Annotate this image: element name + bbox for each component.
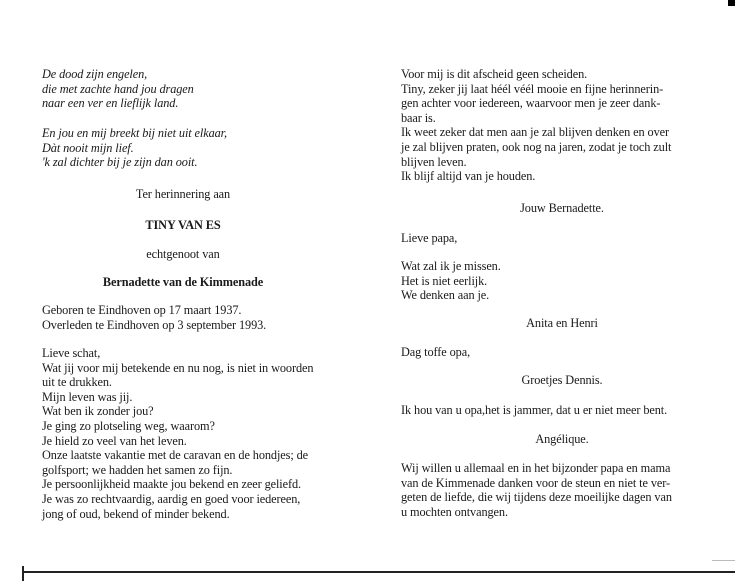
memorial-intro: Ter herinnering aan	[135, 187, 231, 201]
children-message	[401, 259, 501, 303]
letter-line: Je ging zo plotseling weg, waarom?	[42, 418, 215, 433]
scan-border-tick	[22, 566, 24, 581]
life-dates	[42, 303, 266, 332]
paragraph-line: gen achter voor iedereen, waarvoor men je zeer dank-	[401, 96, 661, 111]
poem-stanza-2	[42, 126, 227, 170]
scan-edge-line	[712, 560, 735, 561]
paragraph-line: Voor mij is dit afscheid geen scheiden.	[401, 67, 588, 81]
scan-border-gap	[0, 571, 22, 581]
thanks-line: van de Kimmenade danken voor de steun en niet te ver-	[401, 475, 670, 490]
message-line: Wat zal ik je missen.	[401, 259, 501, 273]
paragraph-line: baar is.	[401, 110, 436, 125]
greeting-papa: Lieve papa,	[401, 231, 458, 245]
death-line: Overleden te Eindhoven op 3 september 1993.	[42, 317, 267, 332]
letter-line: Je hield zo veel van het leven.	[42, 433, 187, 448]
message-line: Het is niet eerlijk.	[401, 273, 488, 288]
thanks-paragraph	[401, 461, 672, 519]
grandchild-message: Ik hou van u opa,het is jammer, dat u er niet meer bent.	[401, 403, 668, 417]
poem-line: Dàt nooit mijn lief.	[42, 140, 134, 155]
poem-line: De dood zijn engelen,	[42, 67, 148, 81]
message-line: We denken aan je.	[401, 288, 490, 303]
letter-line: uit te drukken.	[42, 375, 112, 390]
thanks-line: Wij willen u allemaal en in het bijzonder papa en mama	[401, 461, 671, 475]
letter-to-spouse	[42, 346, 313, 521]
farewell-paragraph	[401, 67, 671, 184]
spouse-name: Bernadette van de Kimmenade	[102, 275, 264, 289]
letter-line: Je was zo rechtvaardig, aardig en goed voor iedereen,	[42, 491, 301, 506]
letter-line: Wat jij voor mij betekende en nu nog, is niet in woorden	[42, 360, 314, 375]
poem-line: En jou en mij breekt bij niet uit elkaar,	[42, 126, 227, 140]
signature-anita-henri: Anita en Henri	[526, 316, 598, 330]
letter-line: golfsport; we hadden het samen zo fijn.	[42, 462, 233, 477]
scan-corner-mark	[728, 0, 735, 6]
thanks-line: geten de liefde, die wij tijdens deze moeilijke dagen van	[401, 490, 672, 505]
signature-bernadette: Jouw Bernadette.	[520, 201, 604, 215]
greeting-opa: Dag toffe opa,	[401, 345, 471, 359]
paragraph-line: Ik blijf altijd van je houden.	[401, 169, 536, 184]
poem-line: die met zachte hand jou dragen	[42, 81, 194, 96]
letter-line: Onze laatste vakantie met de caravan en de hondjes; de	[42, 448, 309, 463]
poem-line: naar een ver en lieflijk land.	[42, 96, 179, 111]
paragraph-line: blijven leven.	[401, 154, 467, 169]
poem-stanza-1	[42, 67, 194, 111]
letter-line: Mijn leven was jij.	[42, 389, 133, 404]
birth-line: Geboren te Eindhoven op 17 maart 1937.	[42, 303, 242, 317]
thanks-line: u mochten ontvangen.	[401, 504, 508, 519]
signature-dennis: Groetjes Dennis.	[521, 373, 603, 387]
letter-line: Je persoonlijkheid maakte jou bekend en zeer geliefd.	[42, 477, 301, 492]
relation-text: echtgenoot van	[146, 247, 220, 261]
paragraph-line: je zal blijven praten, ook nog na jaren, zodat je toch zult	[401, 139, 672, 154]
paragraph-line: Tiny, zeker jij laat héél véél mooie en fijne herinnerin-	[401, 81, 664, 96]
signature-angelique: Angélique.	[535, 432, 589, 446]
scan-bottom-border	[0, 571, 735, 573]
deceased-name: TINY VAN ES	[145, 218, 221, 232]
letter-line: jong of oud, bekend of minder bekend.	[42, 506, 230, 521]
letter-line: Wat ben ik zonder jou?	[42, 404, 154, 419]
letter-line: Lieve schat,	[42, 346, 101, 360]
poem-line: 'k zal dichter bij je zijn dan ooit.	[42, 155, 198, 170]
paragraph-line: Ik weet zeker dat men aan je zal blijven denken en over	[401, 125, 669, 140]
